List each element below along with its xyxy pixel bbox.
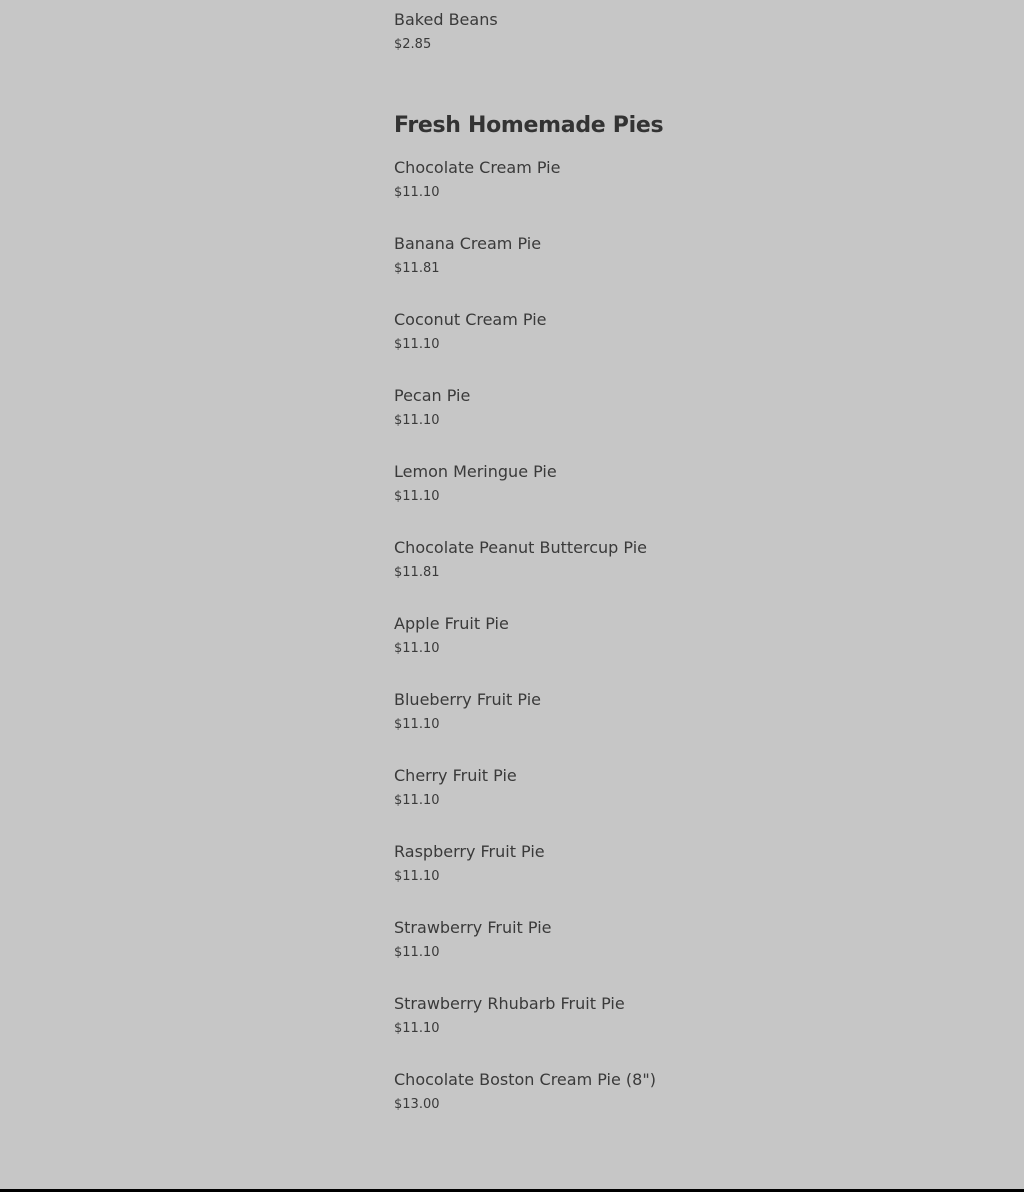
- menu-item-chocolate-peanut-buttercup-pie[interactable]: [394, 528, 994, 604]
- menu-item-coconut-cream-pie[interactable]: [394, 300, 994, 376]
- menu-item-name: Chocolate Boston Cream Pie (8"): [394, 1070, 656, 1089]
- menu-item-strawberry-rhubarb-fruit-pie[interactable]: [394, 984, 994, 1060]
- menu-item-price: $11.10: [394, 793, 440, 808]
- menu-item-baked-beans[interactable]: [394, 0, 994, 76]
- menu-item-name: Lemon Meringue Pie: [394, 462, 557, 481]
- menu-item-price: $11.10: [394, 337, 440, 352]
- menu-item-name: Apple Fruit Pie: [394, 614, 509, 633]
- section-title: Fresh Homemade Pies: [394, 113, 664, 138]
- menu-item-strawberry-fruit-pie[interactable]: [394, 908, 994, 984]
- menu-item-price: $2.85: [394, 37, 432, 52]
- menu-item-price: $11.81: [394, 565, 440, 580]
- menu-item-lemon-meringue-pie[interactable]: [394, 452, 994, 528]
- menu-item-name: Strawberry Fruit Pie: [394, 918, 552, 937]
- menu-item-price: $11.81: [394, 261, 440, 276]
- menu-item-price: $11.10: [394, 869, 440, 884]
- menu-item-raspberry-fruit-pie[interactable]: [394, 832, 994, 908]
- menu-item-price: $11.10: [394, 185, 440, 200]
- menu-item-name: Raspberry Fruit Pie: [394, 842, 545, 861]
- menu-item-cherry-fruit-pie[interactable]: [394, 756, 994, 832]
- menu-item-price: $11.10: [394, 1021, 440, 1036]
- menu-item-name: Strawberry Rhubarb Fruit Pie: [394, 994, 625, 1013]
- menu-item-name: Blueberry Fruit Pie: [394, 690, 541, 709]
- menu-item-price: $11.10: [394, 489, 440, 504]
- menu-item-price: $13.00: [394, 1097, 440, 1112]
- menu-item-chocolate-cream-pie[interactable]: [394, 148, 994, 224]
- menu-item-name: Cherry Fruit Pie: [394, 766, 517, 785]
- menu-item-name: Coconut Cream Pie: [394, 310, 547, 329]
- menu-item-name: Baked Beans: [394, 10, 498, 29]
- menu-item-name: Banana Cream Pie: [394, 234, 542, 253]
- menu-item-apple-fruit-pie[interactable]: [394, 604, 994, 680]
- menu-item-pecan-pie[interactable]: [394, 376, 994, 452]
- menu-item-blueberry-fruit-pie[interactable]: [394, 680, 994, 756]
- menu-item-price: $11.10: [394, 641, 440, 656]
- section-items-list: [394, 148, 994, 1136]
- menu-item-price: $11.10: [394, 413, 440, 428]
- menu-item-price: $11.10: [394, 717, 440, 732]
- menu-item-price: $11.10: [394, 945, 440, 960]
- menu-item-name: Chocolate Cream Pie: [394, 158, 561, 177]
- menu-item-name: Pecan Pie: [394, 386, 471, 405]
- menu-item-banana-cream-pie[interactable]: [394, 224, 994, 300]
- menu-item-name: Chocolate Peanut Buttercup Pie: [394, 538, 648, 557]
- menu-item-chocolate-boston-cream-pie[interactable]: [394, 1060, 994, 1136]
